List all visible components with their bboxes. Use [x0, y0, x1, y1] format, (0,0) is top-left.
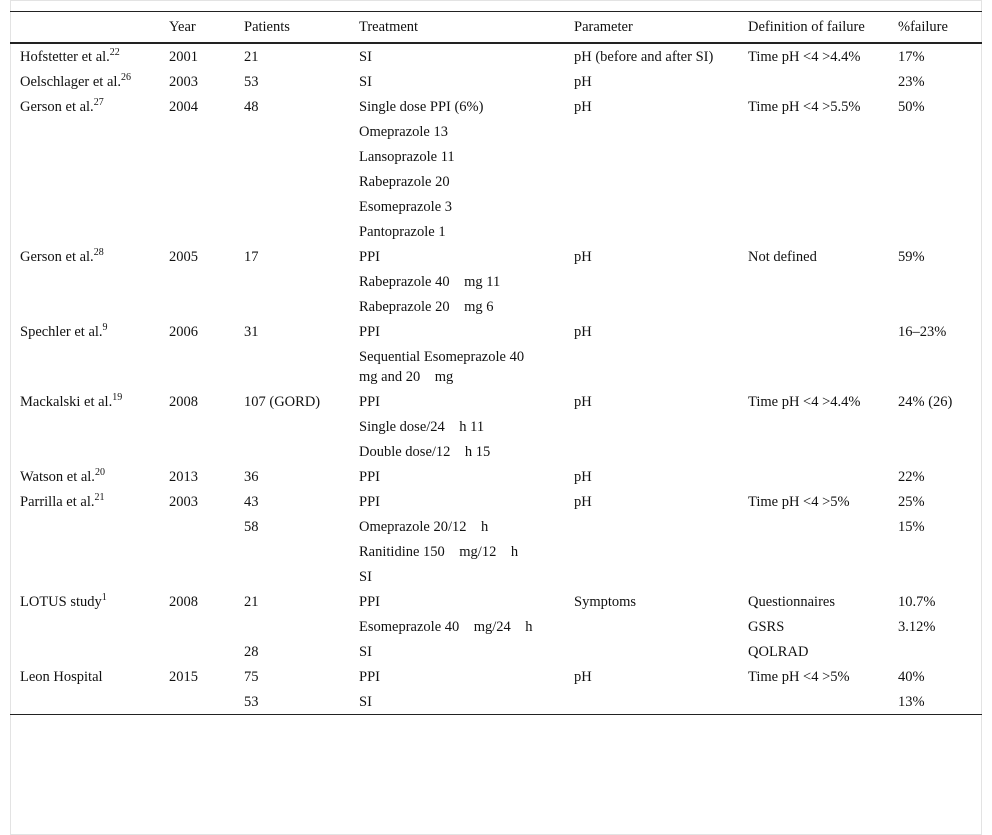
study-name: Parrilla et al.	[20, 494, 95, 510]
cell-definition: Time pH <4 >4.4%	[748, 394, 861, 410]
header-cell-parameter: Parameter	[574, 18, 633, 35]
cell-patients	[234, 269, 349, 294]
cell-study	[10, 144, 159, 169]
cell-treatment: Ranitidine 150 mg/12 h	[359, 544, 519, 560]
cell-failure	[888, 219, 982, 244]
table-row	[10, 244, 982, 269]
table-row	[10, 514, 982, 539]
cell-definition	[738, 269, 888, 294]
cell-year: 2006	[169, 324, 198, 340]
cell-parameter: pH	[574, 469, 592, 485]
cell-failure: 25%	[898, 494, 925, 510]
table-row	[10, 439, 982, 464]
cell-year	[159, 344, 234, 389]
cell-study	[10, 664, 159, 689]
table-row	[10, 639, 982, 664]
header-cell-failure: %failure	[898, 18, 948, 35]
cell-failure	[888, 294, 982, 319]
table-row	[10, 689, 982, 715]
cell-parameter: pH	[574, 74, 592, 90]
cell-patients: 43	[244, 494, 259, 510]
cell-year	[159, 564, 234, 589]
cell-failure: 40%	[898, 669, 925, 685]
table-row	[10, 319, 982, 344]
cell-failure	[888, 119, 982, 144]
cell-parameter	[564, 344, 738, 389]
cell-patients	[234, 194, 349, 219]
cell-year: 2015	[169, 669, 198, 685]
cell-patients	[234, 219, 349, 244]
reference-number: 21	[94, 492, 105, 503]
cell-treatment: Sequential Esomeprazole 40 mg and 20 mg	[359, 349, 539, 385]
cell-study	[10, 43, 159, 69]
cell-patients: 31	[244, 324, 259, 340]
table-row	[10, 43, 982, 69]
cell-definition	[738, 564, 888, 589]
cell-study	[10, 69, 159, 94]
cell-patients: 58	[244, 519, 259, 535]
cell-year	[159, 439, 234, 464]
cell-failure: 13%	[898, 694, 925, 710]
cell-failure: 22%	[898, 469, 925, 485]
cell-study	[10, 414, 159, 439]
cell-study	[10, 219, 159, 244]
cell-patients	[234, 414, 349, 439]
cell-definition: Not defined	[748, 249, 817, 265]
cell-treatment: SI	[359, 74, 372, 90]
cell-treatment: SI	[359, 644, 372, 660]
table-row	[10, 219, 982, 244]
cell-treatment: Rabeprazole 40 mg 11	[359, 274, 501, 290]
cell-study	[10, 539, 159, 564]
cell-parameter	[564, 514, 738, 539]
table-row	[10, 119, 982, 144]
cell-definition	[738, 194, 888, 219]
cell-treatment: SI	[359, 694, 372, 710]
cell-parameter	[564, 194, 738, 219]
cell-definition	[738, 344, 888, 389]
cell-definition	[738, 539, 888, 564]
cell-failure	[888, 564, 982, 589]
cell-treatment: Rabeprazole 20 mg 6	[359, 299, 494, 315]
header-cell-treatment: Treatment	[359, 18, 419, 35]
cell-definition: Time pH <4 >5.5%	[748, 99, 861, 115]
cell-failure	[888, 194, 982, 219]
table-row	[10, 464, 982, 489]
cell-parameter	[564, 119, 738, 144]
reference-number: 22	[109, 47, 120, 58]
cell-parameter	[564, 639, 738, 664]
cell-definition: Time pH <4 >4.4%	[748, 49, 861, 65]
cell-year	[159, 414, 234, 439]
table-header-row	[10, 12, 982, 44]
cell-treatment: PPI	[359, 394, 380, 410]
cell-parameter	[564, 269, 738, 294]
cell-patients	[234, 294, 349, 319]
cell-patients: 53	[244, 694, 259, 710]
cell-parameter: pH	[574, 494, 592, 510]
cell-patients	[234, 439, 349, 464]
cell-treatment: Esomeprazole 40 mg/24 h	[359, 619, 533, 635]
cell-treatment: PPI	[359, 249, 380, 265]
cell-study	[10, 94, 159, 119]
cell-failure	[888, 269, 982, 294]
cell-study	[10, 689, 159, 715]
cell-definition	[738, 119, 888, 144]
cell-treatment: PPI	[359, 469, 380, 485]
reference-number: 26	[121, 72, 132, 83]
cell-treatment: Omeprazole 20/12 h	[359, 519, 489, 535]
cell-treatment: Double dose/12 h 15	[359, 444, 491, 460]
cell-study	[10, 389, 159, 414]
study-name: Gerson et al.	[20, 99, 94, 115]
cell-definition	[738, 219, 888, 244]
study-name: Hofstetter et al.	[20, 49, 110, 65]
cell-patients	[234, 614, 349, 639]
cell-study	[10, 614, 159, 639]
cell-year	[159, 144, 234, 169]
cell-definition	[738, 319, 888, 344]
cell-failure	[888, 439, 982, 464]
cell-treatment: PPI	[359, 594, 380, 610]
table-row	[10, 194, 982, 219]
cell-study	[10, 589, 159, 614]
cell-patients: 21	[244, 594, 259, 610]
cell-study	[10, 344, 159, 389]
cell-definition	[738, 414, 888, 439]
cell-treatment: SI	[359, 49, 372, 65]
cell-year: 2003	[169, 494, 198, 510]
cell-patients	[234, 539, 349, 564]
cell-treatment: SI	[359, 569, 372, 585]
cell-failure	[888, 344, 982, 389]
cell-parameter	[564, 539, 738, 564]
cell-parameter	[564, 169, 738, 194]
cell-definition	[738, 144, 888, 169]
reference-number: 20	[94, 467, 105, 478]
cell-study	[10, 169, 159, 194]
cell-parameter	[564, 564, 738, 589]
table-row	[10, 539, 982, 564]
cell-study	[10, 489, 159, 514]
reference-number: 9	[102, 322, 108, 333]
study-name: Mackalski et al.	[20, 394, 113, 410]
cell-definition: Time pH <4 >5%	[748, 494, 850, 510]
cell-failure: 23%	[898, 74, 925, 90]
cell-definition	[738, 464, 888, 489]
cell-definition	[738, 294, 888, 319]
cell-parameter: pH (before and after SI)	[574, 49, 714, 65]
reference-number: 27	[93, 97, 104, 108]
study-name: Spechler et al.	[20, 324, 103, 340]
study-name: Leon Hospital	[20, 669, 103, 685]
table-row	[10, 614, 982, 639]
cell-definition: Time pH <4 >5%	[748, 669, 850, 685]
cell-patients	[234, 344, 349, 389]
cell-failure: 50%	[898, 99, 925, 115]
cell-year: 2004	[169, 99, 198, 115]
cell-patients: 17	[244, 249, 259, 265]
reference-number: 1	[101, 592, 107, 603]
cell-parameter	[564, 219, 738, 244]
cell-patients	[234, 169, 349, 194]
cell-treatment: Esomeprazole 3	[359, 199, 453, 215]
cell-failure	[888, 414, 982, 439]
cell-failure: 24% (26)	[898, 394, 953, 410]
cell-definition: Questionnaires	[748, 594, 835, 610]
header-cell-year: Year	[169, 18, 196, 35]
cell-parameter	[564, 439, 738, 464]
cell-study	[10, 439, 159, 464]
cell-failure: 59%	[898, 249, 925, 265]
cell-year: 2008	[169, 394, 198, 410]
cell-study	[10, 319, 159, 344]
cell-year: 2001	[169, 49, 198, 65]
study-name: LOTUS study	[20, 594, 102, 610]
cell-parameter: pH	[574, 324, 592, 340]
cell-failure: 15%	[898, 519, 925, 535]
cell-year	[159, 514, 234, 539]
cell-parameter	[564, 689, 738, 715]
table-row	[10, 69, 982, 94]
cell-patients	[234, 119, 349, 144]
cell-year	[159, 169, 234, 194]
cell-definition: QOLRAD	[748, 644, 809, 660]
table-row	[10, 144, 982, 169]
table-row	[10, 294, 982, 319]
cell-study	[10, 514, 159, 539]
cell-failure: 16–23%	[898, 324, 947, 340]
study-name: Watson et al.	[20, 469, 95, 485]
cell-year	[159, 194, 234, 219]
cell-definition	[738, 514, 888, 539]
study-name: Gerson et al.	[20, 249, 94, 265]
cell-parameter: pH	[574, 394, 592, 410]
cell-parameter	[564, 414, 738, 439]
header-cell-study	[10, 12, 159, 44]
cell-definition	[738, 689, 888, 715]
study-name: Oelschlager et al.	[20, 74, 122, 90]
cell-study	[10, 269, 159, 294]
cell-parameter	[564, 294, 738, 319]
cell-study	[10, 464, 159, 489]
cell-patients: 28	[244, 644, 259, 660]
cell-treatment: Omeprazole 13	[359, 124, 448, 140]
cell-year	[159, 689, 234, 715]
cell-year: 2005	[169, 249, 198, 265]
cell-year	[159, 614, 234, 639]
cell-treatment: Pantoprazole 1	[359, 224, 446, 240]
table-row	[10, 564, 982, 589]
table-row	[10, 269, 982, 294]
cell-year	[159, 294, 234, 319]
reference-number: 28	[93, 247, 104, 258]
cell-treatment: PPI	[359, 669, 380, 685]
cell-year	[159, 269, 234, 294]
cell-definition: GSRS	[748, 619, 785, 635]
cell-patients: 107 (GORD)	[244, 394, 321, 410]
cell-year	[159, 119, 234, 144]
cell-parameter	[564, 144, 738, 169]
cell-patients	[234, 564, 349, 589]
cell-year	[159, 539, 234, 564]
cell-parameter: pH	[574, 249, 592, 265]
cell-failure	[888, 169, 982, 194]
cell-parameter: pH	[574, 99, 592, 115]
table-row	[10, 344, 982, 389]
cell-parameter: Symptoms	[574, 594, 637, 610]
cell-patients	[234, 144, 349, 169]
table-row	[10, 664, 982, 689]
table-row	[10, 389, 982, 414]
cell-definition	[738, 69, 888, 94]
cell-year: 2003	[169, 74, 198, 90]
cell-treatment: Rabeprazole 20	[359, 174, 450, 190]
cell-year	[159, 219, 234, 244]
reference-number: 19	[112, 392, 123, 403]
cell-study	[10, 119, 159, 144]
table-row	[10, 589, 982, 614]
failure-rates-table	[10, 11, 982, 715]
cell-study	[10, 639, 159, 664]
cell-failure	[888, 639, 982, 664]
cell-treatment: Single dose PPI (6%)	[359, 99, 484, 115]
cell-definition	[738, 439, 888, 464]
cell-patients: 48	[244, 99, 259, 115]
cell-patients: 53	[244, 74, 259, 90]
cell-study	[10, 194, 159, 219]
cell-year	[159, 639, 234, 664]
cell-definition	[738, 169, 888, 194]
cell-failure: 3.12%	[898, 619, 936, 635]
cell-study	[10, 564, 159, 589]
cell-patients: 75	[244, 669, 259, 685]
cell-failure: 17%	[898, 49, 925, 65]
table-row	[10, 414, 982, 439]
table-row	[10, 169, 982, 194]
cell-failure	[888, 539, 982, 564]
cell-study	[10, 244, 159, 269]
header-cell-definition: Definition of failure	[748, 18, 865, 35]
cell-treatment: Single dose/24 h 11	[359, 419, 485, 435]
cell-parameter: pH	[574, 669, 592, 685]
cell-treatment: PPI	[359, 324, 380, 340]
header-cell-patients: Patients	[244, 18, 290, 35]
cell-patients: 21	[244, 49, 259, 65]
cell-failure	[888, 144, 982, 169]
cell-treatment: Lansoprazole 11	[359, 149, 455, 165]
cell-patients: 36	[244, 469, 259, 485]
cell-treatment: PPI	[359, 494, 380, 510]
table-row	[10, 94, 982, 119]
cell-year: 2008	[169, 594, 198, 610]
cell-year: 2013	[169, 469, 198, 485]
cell-study	[10, 294, 159, 319]
cell-parameter	[564, 614, 738, 639]
cell-failure: 10.7%	[898, 594, 936, 610]
table-row	[10, 489, 982, 514]
